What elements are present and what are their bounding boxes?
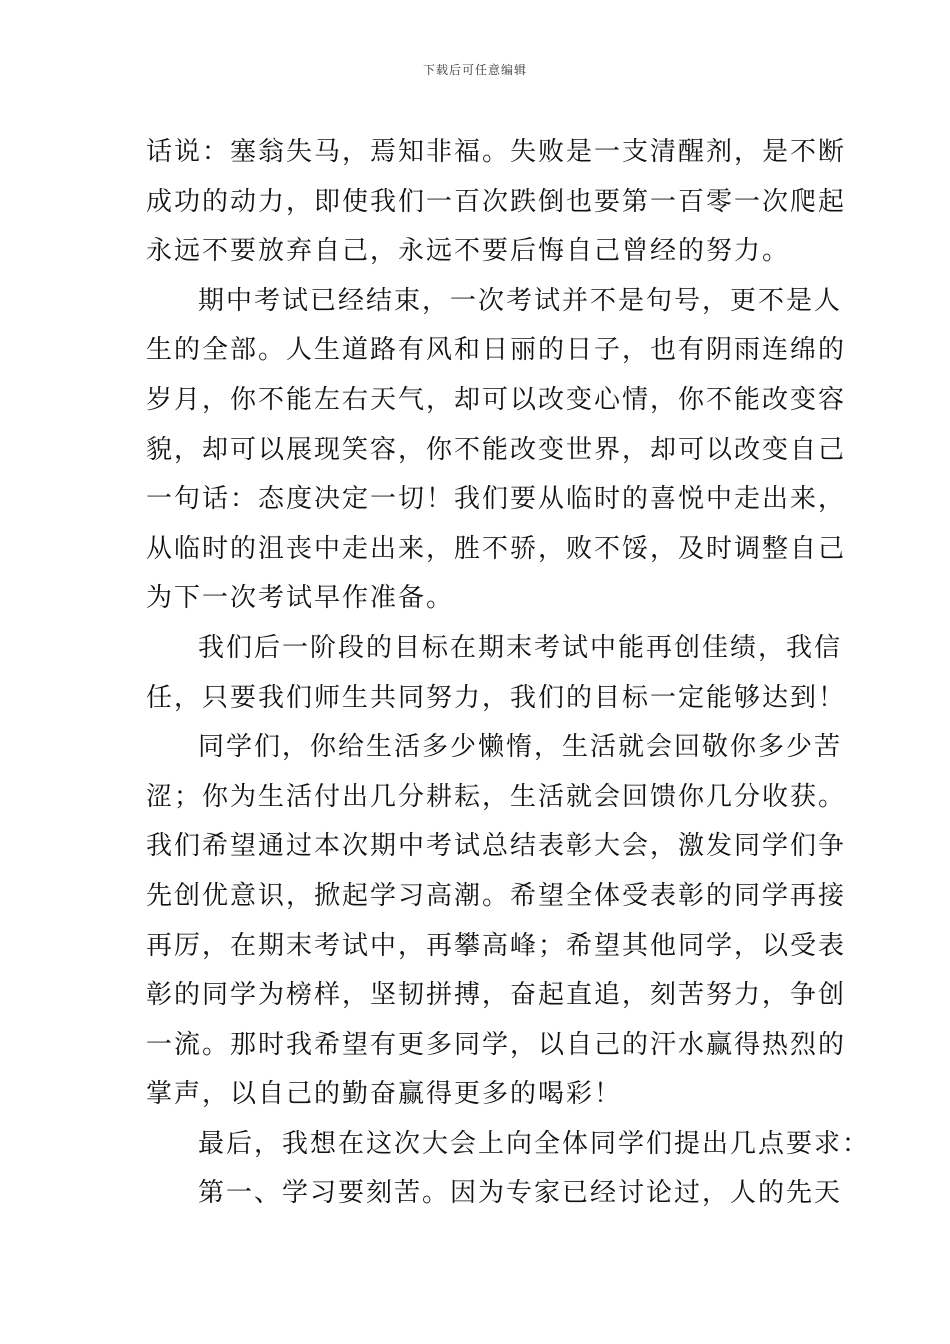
text-line: 话说：塞翁失马，焉知非福。失败是一支清醒剂，是不断: [146, 137, 847, 167]
text-line: 同学们，你给生活多少懒惰，生活就会回敬你多少苦: [198, 732, 843, 763]
text-line: 一句话：态度决定一切！我们要从临时的喜悦中走出来，: [146, 484, 847, 515]
text-line: 貌，却可以展现笑容，你不能改变世界，却可以改变自己: [146, 434, 847, 465]
text-line: 岁月，你不能左右天气，却可以改变心情，你不能改变容: [146, 384, 847, 415]
text-line: 任，只要我们师生共同努力，我们的目标一定能够达到！: [146, 682, 847, 713]
document-body: [146, 128, 871, 1219]
text-line: 成功的动力，即使我们一百次跌倒也要第一百零一次爬起: [146, 186, 847, 217]
text-line: 最后，我想在这次大会上向全体同学们提出几点要求：: [198, 1128, 871, 1159]
text-line: 生的全部。人生道路有风和日丽的日子，也有阴雨连绵的: [146, 335, 847, 366]
text-line: 再厉，在期末考试中，再攀高峰；希望其他同学，以受表: [146, 930, 847, 961]
text-line: 先创优意识，掀起学习高潮。希望全体受表彰的同学再接: [146, 880, 847, 911]
text-line: 掌声，以自己的勤奋赢得更多的喝彩！: [146, 1079, 623, 1110]
text-line: 为下一次考试早作准备。: [146, 583, 455, 614]
text-line: 一流。那时我希望有更多同学，以自己的汗水赢得热烈的: [146, 1029, 847, 1060]
text-line: 我们希望通过本次期中考试总结表彰大会，激发同学们争: [146, 831, 847, 862]
text-line: 永远不要放弃自己，永远不要后悔自己曾经的努力。: [146, 236, 791, 267]
text-line: 从临时的沮丧中走出来，胜不骄，败不馁，及时调整自己: [146, 533, 847, 564]
text-line: 我们后一阶段的目标在期末考试中能再创佳绩，我信: [198, 632, 843, 663]
text-line: 彰的同学为榜样，坚韧拼搏，奋起直追，刻苦努力，争创: [146, 980, 847, 1011]
text-line: 期中考试已经结束，一次考试并不是句号，更不是人: [198, 285, 843, 316]
page-header: 下载后可任意编辑: [422, 63, 527, 77]
text-line: 涩；你为生活付出几分耕耘，生活就会回馈你几分收获。: [146, 781, 847, 812]
text-line: 第一、学习要刻苦。因为专家已经讨论过，人的先天: [198, 1178, 843, 1209]
